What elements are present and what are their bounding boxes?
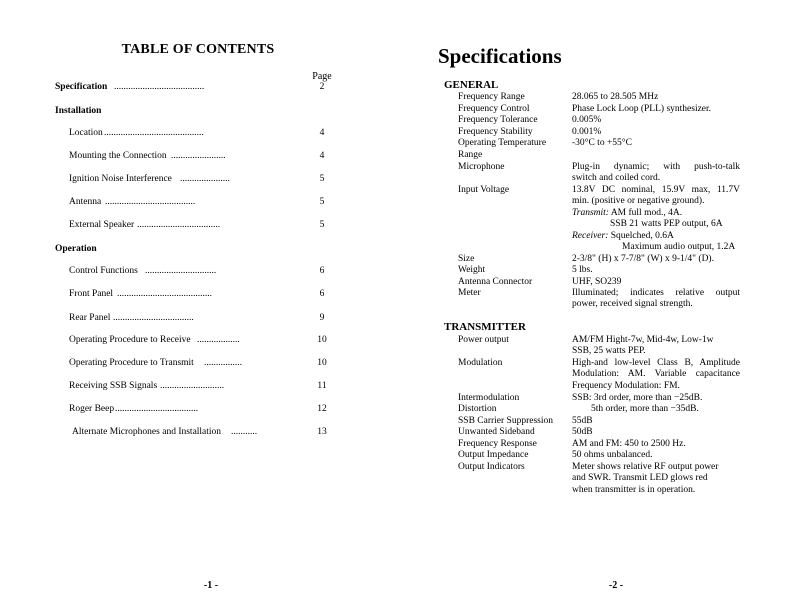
toc-entry-mounting[interactable] xyxy=(0,151,396,165)
toc-entry-label: Ignition Noise Interference xyxy=(69,174,172,184)
spec-key: Operating Temperature xyxy=(458,138,547,148)
spec-value-line: Maximum audio output, 1.2A xyxy=(622,242,736,253)
toc-entry-control-functions[interactable] xyxy=(0,266,396,280)
toc-entry-external-speaker[interactable] xyxy=(0,220,396,234)
spec-value xyxy=(572,404,740,415)
spec-value-line: -30°C to +55°C xyxy=(572,138,632,148)
spec-value xyxy=(572,358,740,392)
spec-value-line: AM and FM: 450 to 2500 Hz. xyxy=(572,439,686,449)
spec-value xyxy=(572,439,740,450)
toc-entry-page: 6 xyxy=(319,266,325,276)
toc-entry-page: 5 xyxy=(319,174,325,184)
spec-key: Distortion xyxy=(458,404,497,414)
spec-value-line: Plug-in dynamic; with push-to-talk xyxy=(572,162,740,172)
toc-entry-procedure-transmit[interactable] xyxy=(0,358,396,372)
toc-entry-antenna[interactable] xyxy=(0,197,396,211)
toc-entry-label: Rear Panel xyxy=(69,313,111,323)
spec-value-line: Illuminated; indicates relative output xyxy=(572,288,740,298)
general-heading: GENERAL xyxy=(444,79,499,91)
toc-entry-label: Receiving SSB Signals xyxy=(69,381,158,391)
toc-entry-front-panel[interactable] xyxy=(0,289,396,303)
spec-value-line xyxy=(572,231,740,242)
spec-value-line: when transmitter is in operation. xyxy=(572,484,696,495)
spec-key: SSB Carrier Suppression xyxy=(458,416,553,426)
transmit-value: AM full mod., 4A. xyxy=(608,207,683,218)
spec-key: Frequency Response xyxy=(458,439,537,449)
toc-entry-label: Alternate Microphones and Installation xyxy=(72,427,222,437)
spec-value-line: Meter shows relative RF output power xyxy=(572,462,719,472)
toc-entry-page: 5 xyxy=(319,197,325,207)
spec-value xyxy=(572,138,740,149)
spec-value-line: SSB, 25 watts PEP. xyxy=(572,346,646,357)
toc-dots: .................. xyxy=(197,335,240,345)
toc-dots: ........................... xyxy=(160,381,225,391)
toc-dots: ..................... xyxy=(180,174,230,184)
toc-entry-page: 4 xyxy=(319,128,325,138)
spec-value xyxy=(572,115,740,126)
spec-value-line: AM/FM Hight-7w, Mid-4w, Low-1w xyxy=(572,335,714,345)
toc-dots: ...................................... xyxy=(105,197,196,207)
spec-key: Range xyxy=(458,150,483,160)
toc-entry-ignition[interactable] xyxy=(0,174,396,188)
spec-value-line: 5 lbs. xyxy=(572,265,593,275)
toc-title: TABLE OF CONTENTS xyxy=(121,42,275,57)
transmit-label: Transmit: xyxy=(572,207,609,218)
spec-value-line: SSB: 3rd order, more than −25dB. xyxy=(572,393,703,403)
spec-value xyxy=(572,427,740,438)
spec-value-line: 50dB xyxy=(572,427,593,437)
toc-dots: .................................. xyxy=(113,313,194,323)
spec-key: Frequency Stability xyxy=(458,127,533,137)
spec-value xyxy=(572,185,740,253)
toc-dots: ................................... xyxy=(115,404,199,414)
spec-value xyxy=(572,104,740,115)
spec-key: Size xyxy=(458,254,475,264)
spec-value xyxy=(572,393,740,404)
toc-dots: ................................... xyxy=(137,220,221,230)
spec-key: Frequency Tolerance xyxy=(458,115,538,125)
spec-value-line: 28.065 to 28.505 MHz xyxy=(572,92,659,102)
toc-entry-page: 12 xyxy=(317,404,327,414)
spec-value-line: 50 ohms unbalanced. xyxy=(572,450,653,460)
toc-page xyxy=(0,0,396,613)
spec-value xyxy=(572,254,740,265)
spec-value xyxy=(572,127,740,138)
spec-key: Unwanted Sideband xyxy=(458,427,535,437)
toc-entry-page: 10 xyxy=(317,335,327,345)
spec-key: Frequency Control xyxy=(458,104,530,114)
page-column-label: Page xyxy=(312,71,332,82)
spec-value-line: SSB 21 watts PEP output, 6A xyxy=(610,219,723,230)
spec-key: Frequency Range xyxy=(458,92,525,102)
toc-dots: .............................. xyxy=(145,266,217,276)
spec-title: Specifications xyxy=(438,44,562,68)
toc-entry-location[interactable] xyxy=(0,128,396,142)
spec-value xyxy=(572,277,740,288)
toc-entry-rear-panel[interactable] xyxy=(0,313,396,327)
toc-entry-procedure-receive[interactable] xyxy=(0,335,396,349)
spec-key: Output Impedance xyxy=(458,450,529,460)
transmitter-heading: TRANSMITTER xyxy=(444,321,526,333)
spec-value xyxy=(572,462,740,496)
spec-value-line: 2-3/8" (H) x 7-7/8" (W) x 9-1/4" (D). xyxy=(572,254,714,264)
toc-entry-page: 2 xyxy=(319,82,325,92)
toc-heading-operation: Operation xyxy=(55,244,97,254)
spec-value-line: min. (positive or negative ground). xyxy=(572,196,705,207)
spec-key: Microphone xyxy=(458,162,505,172)
spec-value-line: 0.001% xyxy=(572,127,602,137)
toc-entry-label: Specification xyxy=(55,82,108,92)
toc-entry-roger-beep[interactable] xyxy=(0,404,396,418)
spec-value-line: 5th order, more than −35dB. xyxy=(591,404,699,414)
spec-value-line xyxy=(572,208,740,219)
toc-dots: ........... xyxy=(231,427,258,437)
spec-value-line: power, received signal strength. xyxy=(572,299,693,310)
spec-key: Weight xyxy=(458,265,486,275)
spec-value xyxy=(572,92,740,103)
toc-entry-receiving-ssb[interactable] xyxy=(0,381,396,395)
toc-entry-label: Front Panel xyxy=(69,289,114,299)
toc-dots: ........................................ xyxy=(117,289,212,299)
toc-entry-page: 13 xyxy=(317,427,327,437)
spec-key: Antenna Connector xyxy=(458,277,533,287)
toc-dots: ...................................... xyxy=(114,82,205,92)
spec-key: Modulation xyxy=(458,358,503,368)
spec-value-line: Modulation: AM. Variable capacitance xyxy=(572,369,740,380)
toc-entry-page: 5 xyxy=(319,220,325,230)
spec-value xyxy=(572,416,740,427)
spec-value xyxy=(572,335,740,358)
toc-entry-label: Operating Procedure to Receive xyxy=(69,335,191,345)
spec-value xyxy=(572,162,740,185)
toc-entry-alternate-mics[interactable] xyxy=(0,427,396,441)
spec-key: Power output xyxy=(458,335,509,345)
spec-value-line: Frequency Modulation: FM. xyxy=(572,380,680,391)
page-number-left: -1 - xyxy=(203,580,219,591)
toc-entry-label: Roger Beep xyxy=(69,404,115,414)
receiver-value: Squelched, 0.6A xyxy=(608,230,674,241)
spec-value-line: switch and coiled cord. xyxy=(572,173,661,184)
spec-value-line: 55dB xyxy=(572,416,593,426)
spec-value-line: High-and low-level Class B, Amplitude xyxy=(572,358,740,368)
toc-entry-page: 6 xyxy=(319,289,325,299)
toc-entry-label: Location xyxy=(69,128,103,138)
toc-entry-label: Antenna xyxy=(69,197,102,207)
toc-entry-page: 9 xyxy=(319,313,325,323)
toc-entry-label: External Speaker xyxy=(69,220,135,230)
toc-dots: ....................... xyxy=(171,151,226,161)
spec-value xyxy=(572,450,740,461)
toc-dots: ................ xyxy=(204,358,242,368)
toc-entry-page: 4 xyxy=(319,151,325,161)
toc-entry-label: Control Functions xyxy=(69,266,138,276)
spec-value-line: UHF, SO239 xyxy=(572,277,622,287)
toc-entry-label: Operating Procedure to Transmit xyxy=(69,358,194,368)
toc-entry-page: 10 xyxy=(317,358,327,368)
spec-value-line: Phase Lock Loop (PLL) synthesizer. xyxy=(572,104,712,114)
toc-entry-page: 11 xyxy=(317,381,327,391)
specifications-page xyxy=(396,0,793,613)
toc-entry-label: Mounting the Connection xyxy=(69,151,167,161)
spec-key: Meter xyxy=(458,288,481,298)
spec-key: Input Voltage xyxy=(458,185,510,195)
page-number-right: -2 - xyxy=(608,580,624,591)
spec-value-line: and SWR. Transmit LED glows red xyxy=(572,473,708,484)
spec-key: Output Indicators xyxy=(458,462,525,472)
spec-value xyxy=(572,288,740,311)
toc-heading-installation: Installation xyxy=(55,106,102,116)
receiver-label: Receiver: xyxy=(572,230,609,241)
spec-value-line: 13.8V DC nominal, 15.9V max, 11.7V xyxy=(572,185,740,195)
toc-dots: .......................................... xyxy=(104,128,204,138)
toc-entry-specification[interactable] xyxy=(0,82,396,96)
spec-key: Intermodulation xyxy=(458,393,520,403)
spec-value-line: 0.005% xyxy=(572,115,602,125)
spec-value xyxy=(572,265,740,276)
